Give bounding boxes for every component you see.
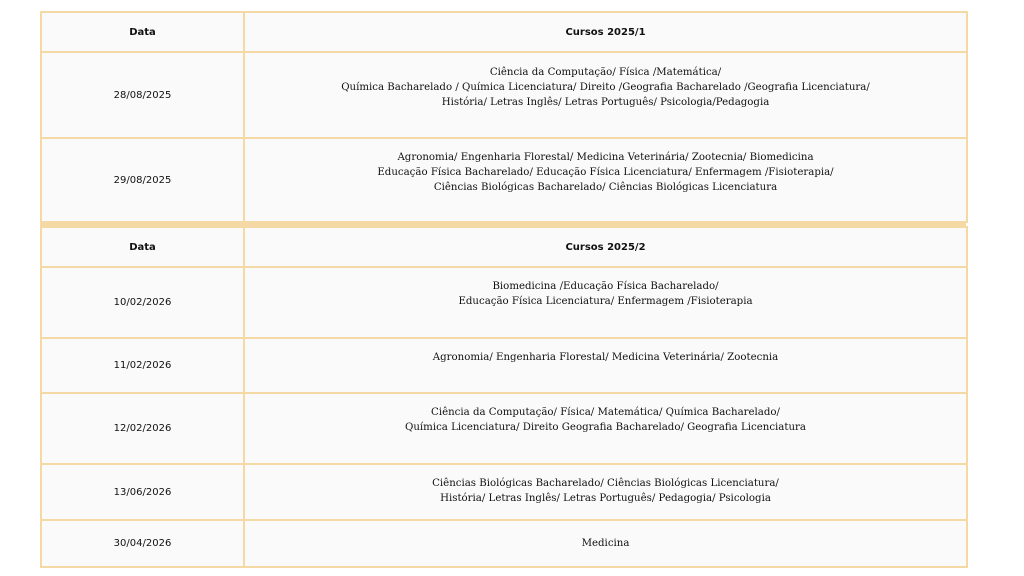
- date-column-header: Data: [41, 227, 244, 267]
- date-cell: 30/04/2026: [41, 520, 244, 567]
- date-cell: 28/08/2025: [41, 52, 244, 138]
- date-cell: 29/08/2025: [41, 138, 244, 222]
- table-row: [41, 138, 967, 222]
- courses-cell: Ciência da Computação/ Física/ Matemática/ Química Bacharelado/ Química Licenciatura/ Direito Geografia Bacharelado/ Geografia Licenciatura: [244, 393, 967, 464]
- courses-cell: Ciências Biológicas Bacharelado/ Ciências Biológicas Licenciatura/ História/ Letras Inglês/ Letras Português/ Pedagogia/ Psicologia: [244, 464, 967, 520]
- courses-column-header: Cursos 2025/2: [244, 227, 967, 267]
- schedule-table-2025-1: [40, 11, 968, 223]
- courses-cell: Medicina: [244, 520, 967, 567]
- courses-cell: Agronomia/ Engenharia Florestal/ Medicina Veterinária/ Zootecnia: [244, 338, 967, 393]
- table-header-row: [41, 227, 967, 267]
- courses-column-header: Cursos 2025/1: [244, 12, 967, 52]
- table-header-row: [41, 12, 967, 52]
- date-cell: 12/02/2026: [41, 393, 244, 464]
- table-row: [41, 464, 967, 520]
- table-row: [41, 338, 967, 393]
- table-row: [41, 52, 967, 138]
- table-row: [41, 393, 967, 464]
- date-cell: 11/02/2026: [41, 338, 244, 393]
- date-cell: 13/06/2026: [41, 464, 244, 520]
- schedule-table-2025-2: [40, 226, 968, 568]
- date-cell: 10/02/2026: [41, 267, 244, 338]
- courses-cell: Ciência da Computação/ Física /Matemática/ Química Bacharelado / Química Licenciatura/ Direito /Geografia Bacharelado /Geografia Licenciatura/ História/ Letras Inglês/ Letras Português/ Psicologia/Pedagogia: [244, 52, 967, 138]
- courses-cell: Biomedicina /Educação Física Bacharelado/ Educação Física Licenciatura/ Enfermagem /Fisioterapia: [244, 267, 967, 338]
- table-row: [41, 520, 967, 567]
- date-column-header: Data: [41, 12, 244, 52]
- table-row: [41, 267, 967, 338]
- courses-cell: Agronomia/ Engenharia Florestal/ Medicina Veterinária/ Zootecnia/ Biomedicina Educação Física Bacharelado/ Educação Física Licenciatura/ Enfermagem /Fisioterapia/ Ciências Biológicas Bacharelado/ Ciências Biológicas Licenciatura: [244, 138, 967, 222]
